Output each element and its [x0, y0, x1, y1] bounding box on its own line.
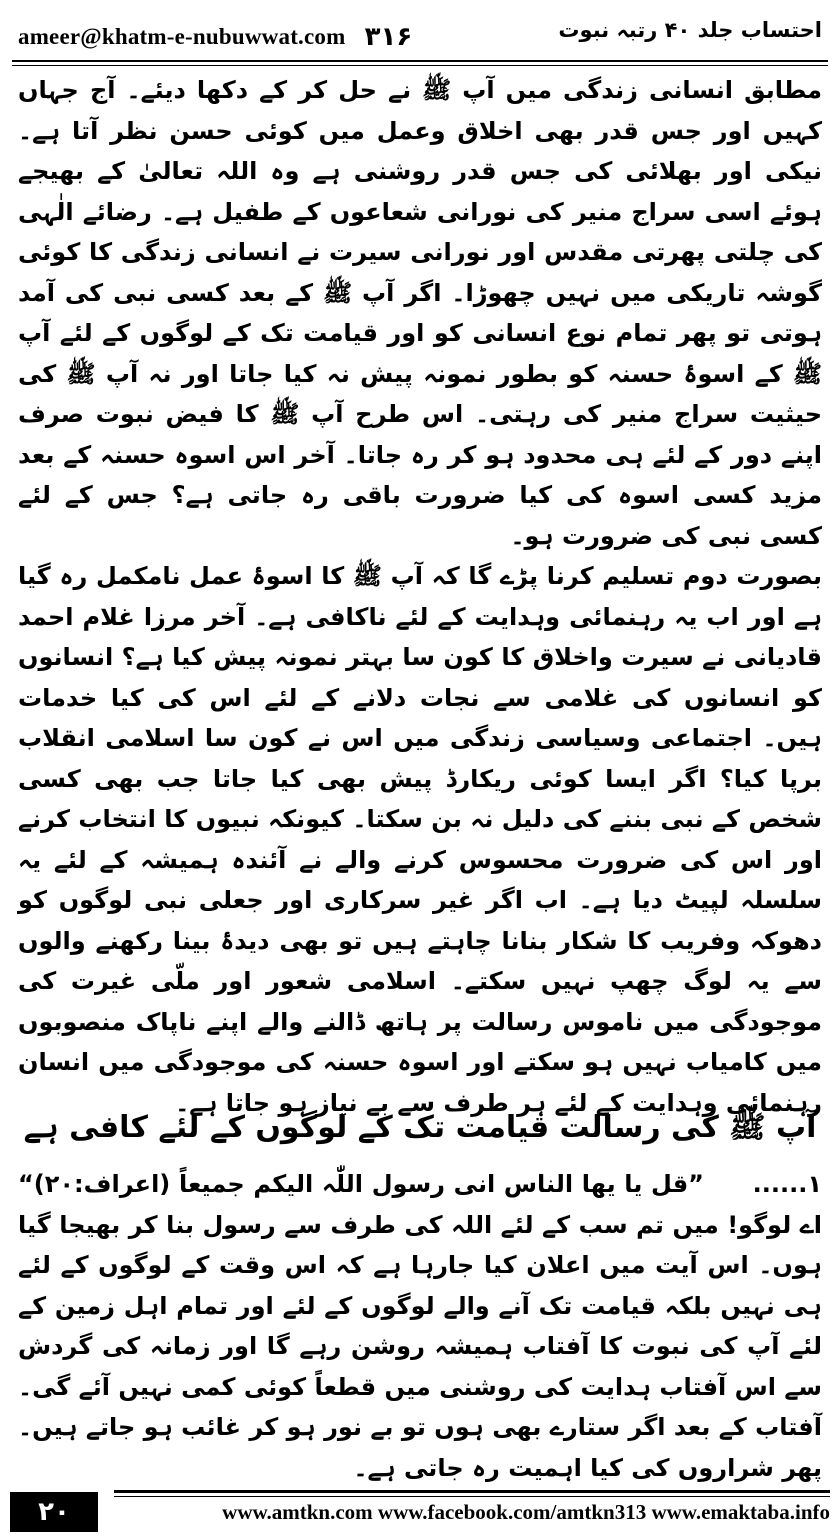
section-body: [18, 1164, 822, 1488]
page-footer: [10, 1490, 830, 1532]
section-heading: آپ ﷺ کی رسالت قیامت تک کے لوگوں کے لئے کافی ہے: [23, 1110, 817, 1145]
item-number: ۱......: [752, 1170, 822, 1198]
header-page-number: ۳۱۶: [364, 22, 413, 52]
body-text: [18, 70, 822, 1123]
section-paragraph: [18, 1164, 822, 1488]
header-divider: [12, 60, 828, 66]
header-book-title: احتساب جلد ۴۰ رتبہ نبوت: [558, 18, 822, 42]
footer-links[interactable]: www.amtkn.com www.facebook.com/amtkn313 www.emaktaba.info: [222, 1500, 830, 1524]
section-paragraph-text: اے لوگو! میں تم سب کے لئے اللہ کی طرف سے رسول بنا کر بھیجا گیا ہوں۔ اس آیت میں اعلان کیا جارہا ہے کہ اس وقت کے لوگوں کے لئے ہی نہیں بلکہ قیامت تک آنے والے لوگوں کے لئے اور تمام اہل زمین کے لئے آپ کی نبوت کا آفتاب ہمیشہ روشن رہے گا اور زمانہ کی گردش سے اس آفتاب ہدایت کی روشنی میں قطعاً کوئی کمی نہیں آئے گی۔ آفتاب کے بعد اگر ستارے بھی ہوں تو بے نور ہو کر غائب ہو جاتے ہیں۔ پھر شراروں کی کیا اہمیت رہ جاتی ہے۔: [18, 1210, 822, 1482]
header-left: [18, 22, 412, 52]
paragraph-1: مطابق انسانی زندگی میں آپ ﷺ نے حل کر کے دکھا دیئے۔ آج جہاں کہیں اور جس قدر بھی اخلاق وعمل میں کوئی حسن نظر آتا ہے۔ نیکی اور بھلائی کی جس قدر روشنی ہے وہ اللہ تعالیٰ کے بھیجے ہوئے اسی سراج منیر کی نورانی شعاعوں کے طفیل ہے۔ رضائے الٰہی کی چلتی پھرتی مقدس اور نورانی سیرت نے انسانی زندگی کا کوئی گوشہ تاریکی میں نہیں چھوڑا۔ اگر آپ ﷺ کے بعد کسی نبی کی آمد ہوتی تو پھر تمام نوع انسانی کو اور قیامت تک کے لوگوں کے لئے آپ ﷺ کے اسوۂ حسنہ کو بطور نمونہ پیش نہ کیا جاتا اور نہ آپ ﷺ کی حیثیت سراج منیر کی رہتی۔ اس طرح آپ ﷺ کا فیض نبوت صرف اپنے دور کے لئے ہی محدود ہو کر رہ جاتا۔ آخر اس اسوہ حسنہ کے بعد مزید کسی اسوہ کی کیا ضرورت باقی رہ جاتی ہے؟ جس کے لئے کسی نبی کی ضرورت ہو۔: [18, 76, 822, 550]
quran-quote: ”قل یا یھا الناس انی رسول اللّٰہ الیکم جمیعاً (اعراف:۲۰)“: [18, 1170, 704, 1198]
page-header: [12, 8, 828, 62]
footer-page-number: ۲۰: [10, 1492, 98, 1532]
footer-divider: [114, 1490, 830, 1497]
header-email[interactable]: ameer@khatm-e-nubuwwat.com: [18, 24, 346, 49]
paragraph-2: بصورت دوم تسلیم کرنا پڑے گا کہ آپ ﷺ کا اسوۂ عمل نامکمل رہ گیا ہے اور اب یہ رہنمائی وہدایت کے لئے ناکافی ہے۔ آخر مرزا غلام احمد قادیانی نے سیرت واخلاق کا کون سا بہتر نمونہ پیش کیا ہے؟ انسانوں کو انسانوں کی غلامی سے نجات دلانے کے لئے اس کی کیا خدمات ہیں۔ اجتماعی وسیاسی زندگی میں اس نے کون سا اسلامی انقلاب برپا کیا؟ اگر ایسا کوئی ریکارڈ پیش بھی کیا جاتا جب بھی کسی شخص کے نبی بننے کی دلیل نہ بن سکتا۔ کیونکہ نبیوں کا انتخاب کرنے اور اس کی ضرورت محسوس کرنے والے نے آئندہ ہمیشہ کے لئے یہ سلسلہ لپیٹ دیا ہے۔ اب اگر غیر سرکاری اور جعلی نبی لوگوں کو دھوکہ وفریب کا شکار بنانا چاہتے ہیں تو بھی دیدۂ بینا رکھنے والوں سے یہ لوگ چھپ نہیں سکتے۔ اسلامی شعور اور ملّی غیرت کی موجودگی میں ناموس رسالت پر ہاتھ ڈالنے والے اپنے ناپاک منصوبوں میں کامیاب نہیں ہو سکتے اور اسوہ حسنہ کی موجودگی میں انسان رہنمائی وہدایت کے لئے ہر طرف سے بے نیاز ہو جاتا ہے۔: [18, 562, 822, 1117]
